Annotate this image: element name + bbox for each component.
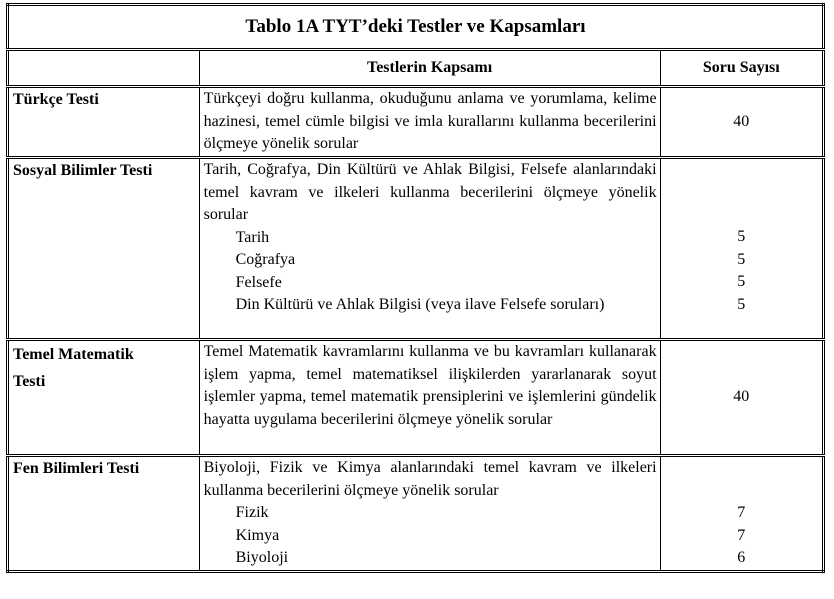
question-count: 40 [660, 87, 823, 158]
header-empty-cell [8, 50, 200, 87]
description-text: Tarih, Coğrafya, Din Kültürü ve Ahlak Bilgisi, Felsefe alanlarındaki temel kavram ve ilkeleri kullanma becerilerini ölçmeye yönelik sorular [203, 161, 657, 223]
subtest-label: Din Kültürü ve Ahlak Bilgisi (veya ilave Felsefe soruları) [235, 296, 605, 313]
test-name-line1: Temel Matematik [13, 346, 134, 363]
header-count: Soru Sayısı [660, 50, 823, 87]
table-row-sosyal [8, 158, 824, 340]
subtest-count: 5 [737, 273, 746, 290]
test-name: Türkçe Testi [8, 87, 200, 158]
table-row-fen [8, 456, 824, 572]
question-count-list [660, 456, 823, 572]
table-row-matematik [8, 340, 824, 456]
description-text: Biyoloji, Fizik ve Kimya alanlarındaki temel kavram ve ilkeleri kullanma becerilerini ölçmeye yönelik sorular [203, 459, 657, 499]
header-scope: Testlerin Kapsamı [199, 50, 660, 87]
question-count-list [660, 158, 823, 340]
document-page [6, 3, 825, 573]
subtest-count: 6 [737, 549, 746, 566]
test-name [8, 340, 200, 456]
subtest-label: Fizik [235, 504, 269, 521]
subtest-count: 7 [737, 504, 746, 521]
description-text: Temel Matematik kavramlarını kullanma ve bu kavramları kullanarak işlem yapma, temel matematiksel ilişkilerden yararlanarak soyut işlemler yapma, temel matematik prensiplerini ve işlemlerini gündelik hayatta uygulama becerilerini ölçmeye yönelik sorular [203, 343, 657, 428]
test-description [199, 456, 660, 572]
tests-table [6, 3, 825, 573]
test-name: Fen Bilimleri Testi [8, 456, 200, 572]
subtest-label: Tarih [235, 228, 270, 246]
subtest-label: Kimya [235, 526, 280, 544]
test-description [199, 158, 660, 340]
subtest-label: Felsefe [235, 273, 282, 291]
subtest-label: Biyoloji [235, 549, 289, 566]
subtest-count: 5 [737, 228, 746, 245]
test-description [199, 340, 660, 456]
table-title: Tablo 1A TYT’deki Testler ve Kapsamları [8, 5, 824, 50]
subtest-count: 7 [737, 526, 746, 544]
question-count: 40 [660, 340, 823, 456]
test-name-line2: Testi [13, 373, 46, 390]
table-row-turkce [8, 87, 824, 158]
subtest-label: Coğrafya [235, 251, 296, 268]
test-name: Sosyal Bilimler Testi [8, 158, 200, 340]
subtest-count: 5 [737, 250, 746, 268]
header-row [8, 50, 824, 87]
subtest-count: 5 [737, 295, 746, 313]
description-text: Türkçeyi doğru kullanma, okuduğunu anlama ve yorumlama, kelime hazinesi, temel cümle bilgisi ve imla kurallarını kullanma becerilerini ölçmeye yönelik sorular [203, 90, 657, 152]
test-description [199, 87, 660, 158]
